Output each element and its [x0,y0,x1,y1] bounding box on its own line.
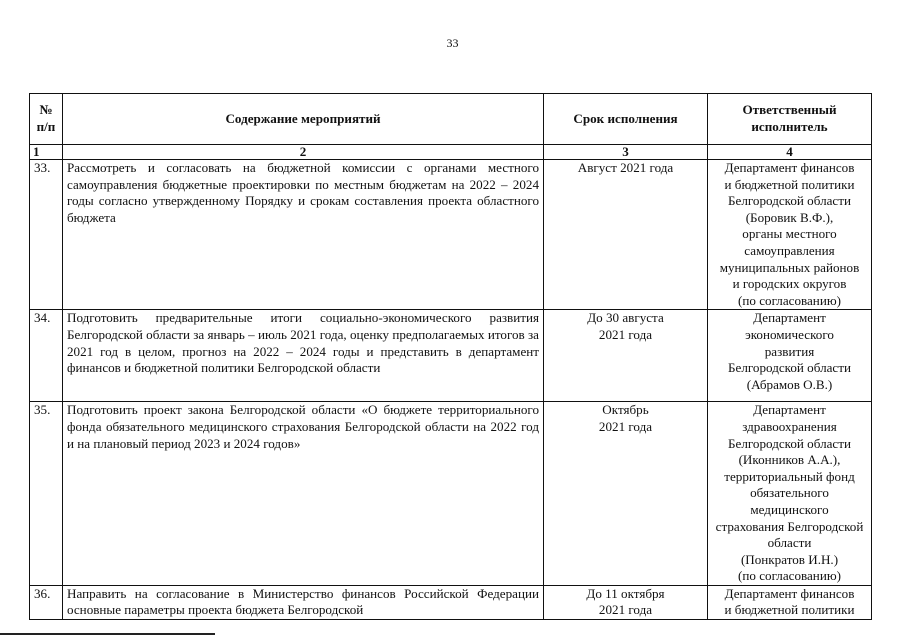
term-line: До 11 октября [586,585,665,601]
row-content: Рассмотреть и согласовать на бюджетной комиссии с органами местного самоуправления бюджетные проектировки по местным бюджетам на 2022 – 2024 годы согласно утвержденному Порядку и срокам составления проекта областного бюджета [63,160,544,310]
responsible-line: и городских округов [732,276,847,292]
responsible-line: самоуправления [744,242,835,258]
row-term [544,585,708,619]
header-term: Срок исполнения [544,94,708,145]
header-number: № п/п [30,94,63,145]
responsible-line: муниципальных районов [719,259,860,275]
responsible-line: (Понкратов И.Н.) [740,551,839,567]
responsible-line: Белгородской области [728,360,851,376]
term-line: 2021 года [598,418,653,434]
responsible-line: развития [764,343,815,359]
column-number: 4 [708,145,872,160]
row-term [544,402,708,586]
responsible-line: и бюджетной политики [724,602,855,618]
responsible-line: Белгородской области [728,435,851,451]
table-header-row [30,94,872,145]
responsible-line: Департамент финансов [724,585,855,601]
term-line: 2021 года [598,326,653,342]
responsible-line: и бюджетной политики [724,176,855,192]
page-number: 33 [446,36,459,50]
row-responsible [708,585,872,619]
column-numbers-row [30,145,872,160]
row-term [544,160,708,310]
table-row [30,310,872,402]
table-row [30,402,872,586]
responsible-line: Департамент [753,402,826,418]
page-edge-rule [0,633,215,635]
row-number: 35. [30,402,63,586]
row-number: 33. [30,160,63,310]
responsible-line: территориальный фонд [724,468,855,484]
plan-table [29,93,872,620]
header-responsible: Ответственный исполнитель [708,94,872,145]
column-number: 1 [30,145,63,160]
table-row [30,160,872,310]
responsible-line: (по согласованию) [738,568,841,584]
term-line: Август 2021 года [577,160,674,175]
term-line: 2021 года [598,602,653,618]
header-content: Содержание мероприятий [63,94,544,145]
term-line: Октябрь [602,402,649,418]
row-responsible [708,402,872,586]
row-number: 34. [30,310,63,402]
responsible-line: здравоохранения [742,418,837,434]
responsible-line: страхования Белгородской [715,518,864,534]
responsible-line: области [767,535,812,551]
row-content: Подготовить предварительные итоги социально-экономического развития Белгородской области за январь – июль 2021 года, оценку предполагаемых итогов за 2021 год в целом, прогноз на 2022 – 2024 годы и представить в департамент финансов и бюджетной политики Белгородской области [63,310,544,402]
row-content: Направить на согласование в Министерство финансов Российской Федерации основные параметры проекта бюджета Белгородской [63,585,544,619]
responsible-line: (Абрамов О.В.) [746,376,833,392]
responsible-line: Департамент финансов [724,160,855,175]
row-number: 36. [30,585,63,619]
row-content: Подготовить проект закона Белгородской области «О бюджете территориального фонда обязательного медицинского страхования Белгородской области на 2022 год и на плановый период 2023 и 2024 годов» [63,402,544,586]
responsible-line: обязательного медицинского [750,485,829,517]
row-responsible [708,160,872,310]
responsible-line: органы местного [742,226,837,242]
row-responsible [708,310,872,402]
responsible-line: Департамент экономического [745,310,834,342]
responsible-line: (Боровик В.Ф.), [745,209,834,225]
responsible-line: Белгородской области [728,193,851,209]
term-line: До 30 августа [587,310,664,326]
row-term [544,310,708,402]
column-number: 3 [544,145,708,160]
responsible-line: (Иконников А.А.), [738,452,841,468]
table-row [30,585,872,619]
responsible-line: (по согласованию) [738,292,841,308]
column-number: 2 [63,145,544,160]
